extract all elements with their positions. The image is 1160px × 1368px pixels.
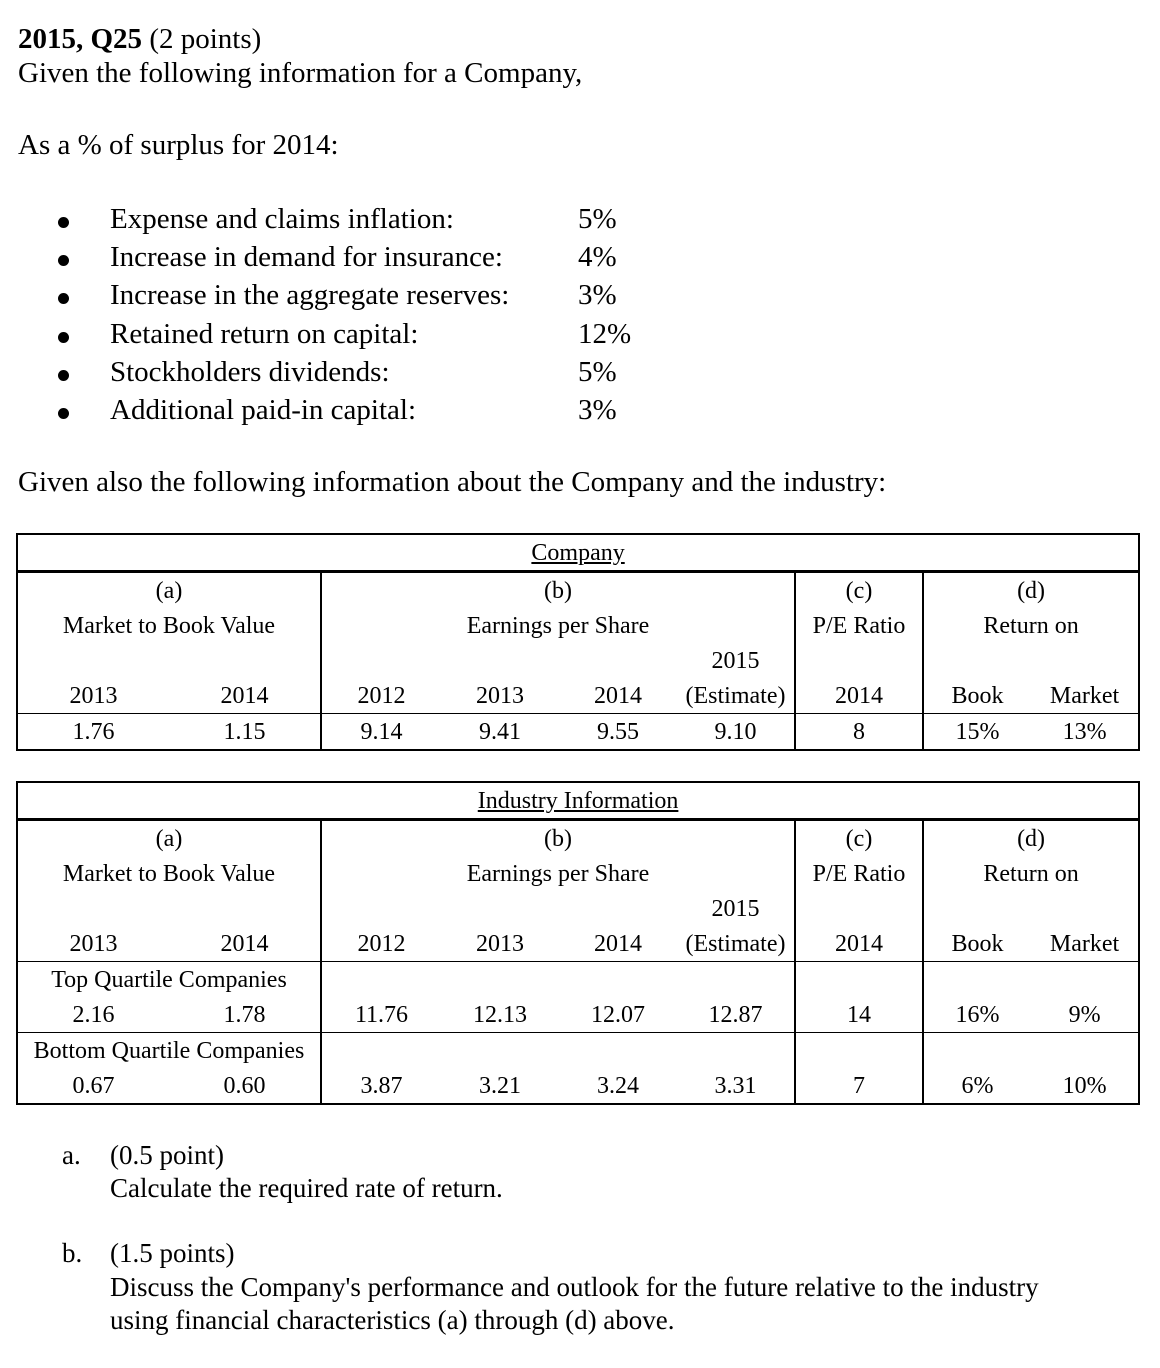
question-title [18,22,261,56]
book-label: Book [923,678,1031,714]
col-a-letter: (a) [17,572,321,609]
table-row: 2.16 1.78 11.76 12.13 12.07 12.87 14 16% 9% [17,997,1139,1033]
col-a-name: Market to Book Value [17,856,321,891]
year-label: 2013 [441,678,559,714]
bullet-icon [58,408,69,419]
year-label: 2013 [17,926,169,962]
year-label: 2014 [559,678,677,714]
year-label: 2014 [169,926,321,962]
col-d-letter: (d) [923,820,1139,857]
bullet-icon [58,255,69,266]
col-d-letter: (d) [923,572,1139,609]
year-label: 2012 [321,926,441,962]
surplus-heading: As a % of surplus for 2014: [18,129,339,161]
col-d-name: Return on [923,608,1139,643]
table-row: 0.67 0.60 3.87 3.21 3.24 3.31 7 6% 10% [17,1068,1139,1104]
table-row: 1.76 1.15 9.14 9.41 9.55 9.10 8 15% 13% [17,714,1139,751]
estimate-label: (Estimate) [677,926,795,962]
question-b-text-1: Discuss the Company's performance and outlook for the future relative to the industry [110,1272,1039,1302]
year-label: 2014 [169,678,321,714]
estimate-label: (Estimate) [677,678,795,714]
col-b-letter: (b) [321,572,795,609]
year-label: 2013 [441,926,559,962]
col-d-name: Return on [923,856,1139,891]
col-c-name: P/E Ratio [795,608,923,643]
col-c-letter: (c) [795,572,923,609]
question-b-label: b. [62,1238,83,1268]
year-2015-label: 2015 [677,643,795,678]
industry-table [16,781,1140,1105]
question-points: (2 points) [149,23,262,55]
col-a-letter: (a) [17,820,321,857]
bullet-icon [58,293,69,304]
col-b-name: Earnings per Share [321,608,795,643]
year-label: 2014 [795,926,923,962]
book-label: Book [923,926,1031,962]
question-a-points: (0.5 point) [110,1140,224,1170]
bottom-quartile-label: Bottom Quartile Companies [17,1033,321,1069]
bullet-icon [58,217,69,228]
col-b-letter: (b) [321,820,795,857]
year-label: 2012 [321,678,441,714]
also-text: Given also the following information about the Company and the industry: [18,466,887,498]
bullet-icon [58,370,69,381]
question-a-label: a. [62,1140,81,1170]
year-label: 2013 [17,678,169,714]
top-quartile-label: Top Quartile Companies [17,962,321,998]
bullet-icon [58,332,69,343]
industry-table-title: Industry Information [17,782,1139,820]
company-table-title: Company [17,534,1139,572]
year-label: 2014 [795,678,923,714]
year-2015-label: 2015 [677,891,795,926]
question-id: 2015, Q25 [18,23,143,55]
question-b-text-2: using financial characteristics (a) through (d) above. [110,1305,675,1335]
market-label: Market [1031,678,1139,714]
intro-text: Given the following information for a Company, [18,57,583,89]
question-b-points: (1.5 points) [110,1238,235,1268]
market-label: Market [1031,926,1139,962]
question-a-text: Calculate the required rate of return. [110,1173,503,1203]
col-a-name: Market to Book Value [17,608,321,643]
col-b-name: Earnings per Share [321,856,795,891]
company-table [16,533,1140,751]
col-c-name: P/E Ratio [795,856,923,891]
year-label: 2014 [559,926,677,962]
col-c-letter: (c) [795,820,923,857]
